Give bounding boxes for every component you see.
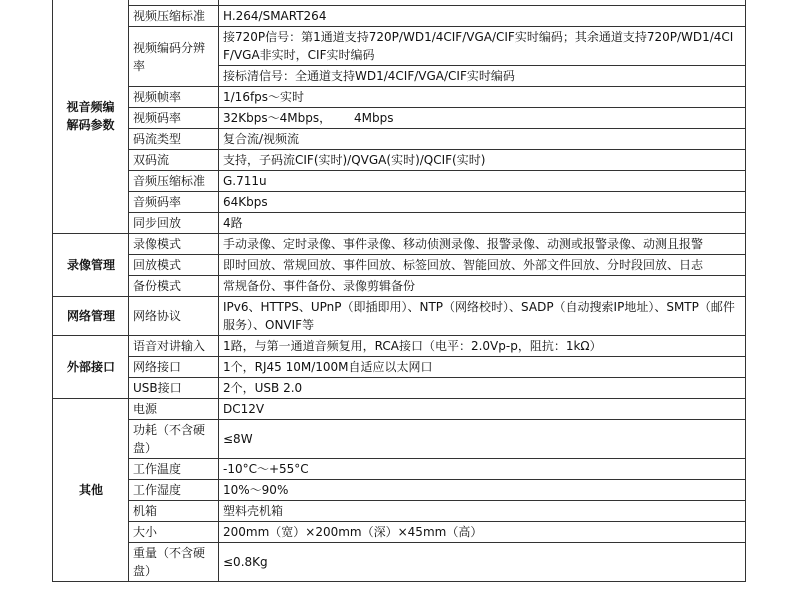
spec-label: 同步回放 <box>129 213 219 234</box>
spec-value: 200mm（宽）×200mm（深）×45mm（高） <box>219 522 746 543</box>
spec-value: 接标清信号：全通道支持WD1/4CIF/VGA/CIF实时编码 <box>219 66 746 87</box>
category-cell <box>53 399 129 582</box>
spec-label: 工作温度 <box>129 459 219 480</box>
spec-label: 视频压缩标准 <box>129 6 219 27</box>
spec-label: 音频压缩标准 <box>129 171 219 192</box>
table-row <box>53 129 746 150</box>
table-row <box>53 6 746 27</box>
spec-value: 接720P信号：第1通道支持720P/WD1/4CIF/VGA/CIF实时编码；其余通道支持720P/WD1/4CIF/VGA非实时，CIF实时编码 <box>219 27 746 66</box>
table-row <box>53 87 746 108</box>
spec-label: 网络接口 <box>129 357 219 378</box>
spec-label: 双码流 <box>129 150 219 171</box>
spec-label: 网络协议 <box>129 297 219 336</box>
spec-label: 重量（不含硬盘） <box>129 543 219 582</box>
spec-value: 复合流/视频流 <box>219 129 746 150</box>
table-row <box>53 108 746 129</box>
table-row <box>53 378 746 399</box>
spec-label: 码流类型 <box>129 129 219 150</box>
table-row <box>53 501 746 522</box>
spec-value: -10°C～+55°C <box>219 459 746 480</box>
spec-label: 备份模式 <box>129 276 219 297</box>
spec-label: 电源 <box>129 399 219 420</box>
spec-value: 1/16fps～实时 <box>219 87 746 108</box>
spec-label: 回放模式 <box>129 255 219 276</box>
table-row <box>53 150 746 171</box>
category-cell <box>53 336 129 399</box>
spec-value: H.264/SMART264 <box>219 6 746 27</box>
spec-label: 视频码率 <box>129 108 219 129</box>
table-row <box>53 276 746 297</box>
table-row <box>53 420 746 459</box>
spec-label: 视频帧率 <box>129 87 219 108</box>
table-row <box>53 522 746 543</box>
spec-value: 1个，RJ45 10M/100M自适应以太网口 <box>219 357 746 378</box>
spec-label: 大小 <box>129 522 219 543</box>
table-row <box>53 336 746 357</box>
spec-value: 32Kbps～4Mbps， 4Mbps <box>219 108 746 129</box>
spec-label: 功耗（不含硬盘） <box>129 420 219 459</box>
spec-value: 1路，与第一通道音频复用，RCA接口（电平：2.0Vp-p，阻抗：1kΩ） <box>219 336 746 357</box>
table-row <box>53 234 746 255</box>
category-label: 网络管理 <box>66 309 115 323</box>
spec-table <box>52 0 746 582</box>
spec-value: IPv6、HTTPS、UPnP（即插即用）、NTP（网络校时）、SADP（自动搜索IP地址）、SMTP（邮件服务）、ONVIF等 <box>219 297 746 336</box>
spec-value: 支持，子码流CIF(实时)/QVGA(实时)/QCIF(实时) <box>219 150 746 171</box>
table-row <box>53 255 746 276</box>
spec-value: 64Kbps <box>219 192 746 213</box>
spec-value: 手动录像、定时录像、事件录像、移动侦测录像、报警录像、动测或报警录像、动测且报警 <box>219 234 746 255</box>
spec-value: ≤0.8Kg <box>219 543 746 582</box>
spec-label: 语音对讲输入 <box>129 336 219 357</box>
table-row <box>53 543 746 582</box>
category-cell <box>53 297 129 336</box>
spec-value: 10%～90% <box>219 480 746 501</box>
spec-label: 录像模式 <box>129 234 219 255</box>
spec-value: 即时回放、常规回放、事件回放、标签回放、智能回放、外部文件回放、分时段回放、日志 <box>219 255 746 276</box>
spec-value: 常规备份、事件备份、录像剪辑备份 <box>219 276 746 297</box>
spec-label: 视频编码分辨率 <box>129 27 219 87</box>
table-row <box>53 480 746 501</box>
spec-label: 机箱 <box>129 501 219 522</box>
table-row <box>53 192 746 213</box>
table-row <box>53 399 746 420</box>
spec-value: 塑料壳机箱 <box>219 501 746 522</box>
category-label: 视音频编解码参数 <box>66 100 115 132</box>
spec-value: 4路 <box>219 213 746 234</box>
table-row <box>53 171 746 192</box>
table-row <box>53 27 746 66</box>
spec-label: USB接口 <box>129 378 219 399</box>
category-label: 外部接口 <box>66 360 115 374</box>
table-row <box>53 213 746 234</box>
spec-value: 2个，USB 2.0 <box>219 378 746 399</box>
category-cell <box>53 234 129 297</box>
spec-label: 工作湿度 <box>129 480 219 501</box>
category-cell <box>53 0 129 234</box>
table-row <box>53 357 746 378</box>
spec-value: ≤8W <box>219 420 746 459</box>
table-row <box>53 297 746 336</box>
spec-value: G.711u <box>219 171 746 192</box>
spec-value: DC12V <box>219 399 746 420</box>
category-label: 录像管理 <box>66 258 115 272</box>
spec-label: 音频码率 <box>129 192 219 213</box>
category-label: 其他 <box>78 483 103 497</box>
table-row <box>53 459 746 480</box>
